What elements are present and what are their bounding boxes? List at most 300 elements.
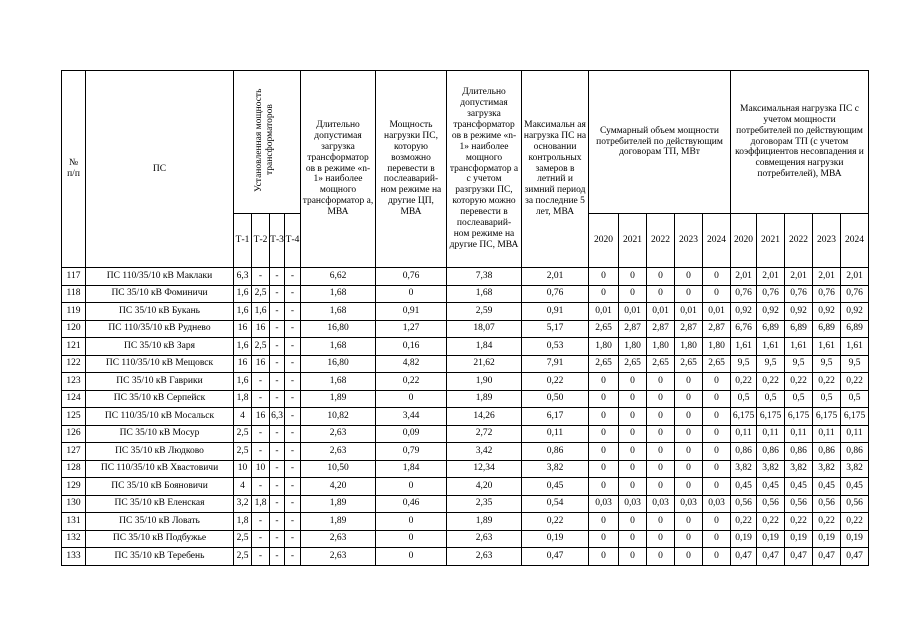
row-sum-volume: 0: [619, 373, 647, 391]
row-t4: -: [285, 530, 301, 548]
header-sv-year: 2024: [703, 214, 731, 268]
row-t1: 16: [234, 355, 252, 373]
table-row: [62, 268, 869, 286]
table-row: [62, 513, 869, 531]
row-long-load: 6,62: [301, 268, 376, 286]
row-sum-volume: 0: [675, 513, 703, 531]
row-sum-volume: 0: [703, 443, 731, 461]
header-t4: Т-4: [285, 214, 301, 268]
row-max-load-contracts: 0,22: [841, 373, 869, 391]
row-t3: -: [270, 478, 285, 496]
row-max-load-contracts: 0,22: [731, 513, 757, 531]
row-t2: -: [252, 390, 270, 408]
row-sum-volume: 0: [589, 373, 619, 391]
row-sum-volume: 0: [703, 530, 731, 548]
row-max-load-contracts: 0,45: [731, 478, 757, 496]
row-max-load-contracts: 0,5: [813, 390, 841, 408]
row-sum-volume: 0: [619, 268, 647, 286]
row-max-load-contracts: 2,01: [785, 268, 813, 286]
row-sum-volume: 0,03: [619, 495, 647, 513]
row-t1: 2,5: [234, 530, 252, 548]
row-sum-volume: 0: [589, 408, 619, 426]
row-t2: 2,5: [252, 285, 270, 303]
row-ps-name: ПС 35/10 кВ Заря: [86, 338, 234, 356]
row-ps-name: ПС 35/10 кВ Бояновичи: [86, 478, 234, 496]
row-max-load-contracts: 0,86: [813, 443, 841, 461]
row-t1: 1,8: [234, 390, 252, 408]
row-sum-volume: 0: [589, 268, 619, 286]
row-num: 124: [62, 390, 86, 408]
row-ps-name: ПС 110/35/10 кВ Мосальск: [86, 408, 234, 426]
row-sum-volume: 0: [647, 373, 675, 391]
row-max-load-contracts: 0,47: [841, 548, 869, 566]
row-ps-name: ПС 35/10 кВ Мосур: [86, 425, 234, 443]
row-sum-volume: 0,01: [703, 303, 731, 321]
row-t3: -: [270, 355, 285, 373]
header-installed-capacity: Установленная мощность трансформаторов: [234, 71, 301, 214]
row-t2: -: [252, 425, 270, 443]
row-sum-volume: 2,87: [619, 320, 647, 338]
row-sum-volume: 0: [589, 425, 619, 443]
row-long-load: 1,89: [301, 513, 376, 531]
row-sum-volume: 0: [647, 408, 675, 426]
row-max-load-contracts: 0,5: [785, 390, 813, 408]
row-max-load-contracts: 0,56: [757, 495, 785, 513]
row-t3: -: [270, 268, 285, 286]
row-max-load-contracts: 0,22: [731, 373, 757, 391]
row-sum-volume: 0,01: [647, 303, 675, 321]
row-num: 132: [62, 530, 86, 548]
row-long-load-unload: 21,62: [447, 355, 522, 373]
header-sv-year: 2020: [589, 214, 619, 268]
row-long-load: 1,68: [301, 338, 376, 356]
row-t4: -: [285, 478, 301, 496]
row-sum-volume: 0: [703, 285, 731, 303]
row-sum-volume: 0: [675, 268, 703, 286]
row-long-load-unload: 12,34: [447, 460, 522, 478]
row-transfer: 4,82: [376, 355, 447, 373]
row-sum-volume: 0,03: [675, 495, 703, 513]
row-sum-volume: 0,01: [619, 303, 647, 321]
row-t4: -: [285, 513, 301, 531]
table-row: [62, 443, 869, 461]
row-num: 125: [62, 408, 86, 426]
row-ps-name: ПС 35/10 кВ Букань: [86, 303, 234, 321]
row-sum-volume: 0: [647, 478, 675, 496]
row-max-load: 0,91: [522, 303, 589, 321]
row-sum-volume: 0: [589, 478, 619, 496]
row-long-load-unload: 2,35: [447, 495, 522, 513]
row-max-load-contracts: 0,47: [757, 548, 785, 566]
row-t4: -: [285, 320, 301, 338]
row-long-load: 4,20: [301, 478, 376, 496]
row-long-load-unload: 1,89: [447, 513, 522, 531]
row-max-load-contracts: 0,86: [785, 443, 813, 461]
row-max-load-contracts: 0,86: [841, 443, 869, 461]
row-transfer: 0,09: [376, 425, 447, 443]
row-max-load: 0,22: [522, 373, 589, 391]
row-max-load-contracts: 0,45: [757, 478, 785, 496]
row-t1: 1,6: [234, 285, 252, 303]
row-max-load-contracts: 1,61: [841, 338, 869, 356]
row-max-load-contracts: 0,5: [731, 390, 757, 408]
row-ps-name: ПС 35/10 кВ Серпейск: [86, 390, 234, 408]
row-ps-name: ПС 35/10 кВ Фоминичи: [86, 285, 234, 303]
row-t2: 2,5: [252, 338, 270, 356]
header-t3: Т-3: [270, 214, 285, 268]
row-sum-volume: 0: [619, 513, 647, 531]
row-long-load: 2,63: [301, 443, 376, 461]
row-num: 121: [62, 338, 86, 356]
row-max-load-contracts: 0,76: [757, 285, 785, 303]
table-row: [62, 530, 869, 548]
row-max-load: 0,86: [522, 443, 589, 461]
header-max-load: Максимальн ая нагрузка ПС на основании контрольных замеров в летний и зимний период за последние 5 лет, МВА: [522, 71, 589, 268]
row-max-load-contracts: 0,45: [813, 478, 841, 496]
row-long-load-unload: 3,42: [447, 443, 522, 461]
row-max-load-contracts: 0,92: [841, 303, 869, 321]
row-ps-name: ПС 35/10 кВ Людково: [86, 443, 234, 461]
row-sum-volume: 0: [647, 530, 675, 548]
row-max-load-contracts: 2,01: [731, 268, 757, 286]
row-sum-volume: 0: [589, 513, 619, 531]
row-sum-volume: 0: [703, 373, 731, 391]
row-max-load-contracts: 0,86: [731, 443, 757, 461]
row-sum-volume: 0: [675, 408, 703, 426]
row-sum-volume: 2,65: [619, 355, 647, 373]
row-max-load-contracts: 9,5: [841, 355, 869, 373]
row-max-load: 0,54: [522, 495, 589, 513]
row-max-load-contracts: 0,76: [731, 285, 757, 303]
row-transfer: 0,22: [376, 373, 447, 391]
row-max-load-contracts: 0,92: [731, 303, 757, 321]
row-sum-volume: 0: [647, 443, 675, 461]
row-max-load-contracts: 0,76: [813, 285, 841, 303]
row-num: 119: [62, 303, 86, 321]
row-sum-volume: 0: [675, 530, 703, 548]
row-long-load: 16,80: [301, 320, 376, 338]
row-max-load-contracts: 0,22: [785, 513, 813, 531]
row-t4: -: [285, 373, 301, 391]
row-max-load-contracts: 0,22: [757, 373, 785, 391]
row-t4: -: [285, 495, 301, 513]
row-max-load-contracts: 0,5: [757, 390, 785, 408]
row-max-load-contracts: 0,19: [731, 530, 757, 548]
row-max-load-contracts: 0,11: [813, 425, 841, 443]
row-sum-volume: 2,87: [647, 320, 675, 338]
table-row: [62, 425, 869, 443]
row-max-load-contracts: 6,175: [813, 408, 841, 426]
header-transfer: Мощность нагрузки ПС, которую возможно перевести в послеаварий- ном режиме на другие ЦП, МВА: [376, 71, 447, 268]
row-t3: -: [270, 320, 285, 338]
row-transfer: 0,46: [376, 495, 447, 513]
row-ps-name: ПС 110/35/10 кВ Маклаки: [86, 268, 234, 286]
row-transfer: 0: [376, 390, 447, 408]
row-sum-volume: 0: [589, 285, 619, 303]
header-ps: ПС: [86, 71, 234, 268]
row-t1: 2,5: [234, 443, 252, 461]
row-sum-volume: 0,03: [703, 495, 731, 513]
row-max-load-contracts: 3,82: [841, 460, 869, 478]
row-long-load: 16,80: [301, 355, 376, 373]
row-max-load-contracts: 1,61: [785, 338, 813, 356]
row-max-load-contracts: 2,01: [757, 268, 785, 286]
table-row: [62, 355, 869, 373]
row-transfer: 1,84: [376, 460, 447, 478]
row-t3: -: [270, 338, 285, 356]
row-max-load-contracts: 9,5: [813, 355, 841, 373]
row-sum-volume: 0: [675, 443, 703, 461]
row-max-load-contracts: 0,45: [841, 478, 869, 496]
row-t1: 1,6: [234, 338, 252, 356]
row-t3: -: [270, 373, 285, 391]
row-max-load: 6,17: [522, 408, 589, 426]
row-max-load: 0,47: [522, 548, 589, 566]
row-max-load-contracts: 0,22: [785, 373, 813, 391]
row-t4: -: [285, 460, 301, 478]
row-sum-volume: 2,65: [589, 355, 619, 373]
row-max-load: 0,53: [522, 338, 589, 356]
row-t3: -: [270, 285, 285, 303]
row-max-load-contracts: 2,01: [813, 268, 841, 286]
row-ps-name: ПС 110/35/10 кВ Руднево: [86, 320, 234, 338]
row-num: 123: [62, 373, 86, 391]
row-num: 129: [62, 478, 86, 496]
row-max-load-contracts: 3,82: [757, 460, 785, 478]
table-row: [62, 495, 869, 513]
row-sum-volume: 0: [619, 478, 647, 496]
row-long-load-unload: 1,84: [447, 338, 522, 356]
row-t3: -: [270, 390, 285, 408]
row-sum-volume: 1,80: [647, 338, 675, 356]
row-max-load-contracts: 0,22: [841, 513, 869, 531]
row-max-load-contracts: 6,89: [757, 320, 785, 338]
header-long-load: Длительно допустимая загрузка трансформатор ов в режиме «n-1» наиболее мощного трансформатор а, МВА: [301, 71, 376, 268]
row-sum-volume: 1,80: [589, 338, 619, 356]
table-row: [62, 390, 869, 408]
header-sv-year: 2021: [619, 214, 647, 268]
row-num: 120: [62, 320, 86, 338]
row-max-load: 0,76: [522, 285, 589, 303]
row-transfer: 0: [376, 285, 447, 303]
header-sv-year: 2022: [647, 214, 675, 268]
row-t1: 16: [234, 320, 252, 338]
row-transfer: 1,27: [376, 320, 447, 338]
header-t2: Т-2: [252, 214, 270, 268]
row-t2: -: [252, 530, 270, 548]
row-max-load-contracts: 0,47: [731, 548, 757, 566]
header-max-load-contracts: Максимальная нагрузка ПС с учетом мощности потребителей по действующим договорам ТП (с учетом коэффициентов несовпадения и совмещения нагрузки потребителей), МВА: [731, 71, 869, 214]
row-t1: 2,5: [234, 425, 252, 443]
row-max-load-contracts: 9,5: [785, 355, 813, 373]
row-long-load: 1,89: [301, 495, 376, 513]
row-max-load-contracts: 1,61: [757, 338, 785, 356]
row-ps-name: ПС 35/10 кВ Еленская: [86, 495, 234, 513]
row-t2: 16: [252, 408, 270, 426]
row-t1: 1,6: [234, 373, 252, 391]
row-sum-volume: 0,03: [647, 495, 675, 513]
row-transfer: 0,79: [376, 443, 447, 461]
row-max-load-contracts: 0,11: [757, 425, 785, 443]
row-sum-volume: 0: [647, 285, 675, 303]
table-body: [62, 268, 869, 566]
row-t1: 10: [234, 460, 252, 478]
row-max-load: 0,45: [522, 478, 589, 496]
row-sum-volume: 2,87: [675, 320, 703, 338]
row-sum-volume: 0: [589, 390, 619, 408]
row-num: 131: [62, 513, 86, 531]
row-max-load-contracts: 0,76: [841, 285, 869, 303]
row-max-load-contracts: 0,11: [731, 425, 757, 443]
row-sum-volume: 0: [647, 548, 675, 566]
row-t2: 1,6: [252, 303, 270, 321]
header-mc-year: 2023: [813, 214, 841, 268]
header-mc-year: 2024: [841, 214, 869, 268]
row-max-load-contracts: 3,82: [785, 460, 813, 478]
row-ps-name: ПС 35/10 кВ Гаврики: [86, 373, 234, 391]
table-row: [62, 478, 869, 496]
row-t4: -: [285, 408, 301, 426]
row-sum-volume: 0: [703, 390, 731, 408]
row-t2: -: [252, 513, 270, 531]
row-sum-volume: 0,03: [589, 495, 619, 513]
row-long-load-unload: 7,38: [447, 268, 522, 286]
table-row: [62, 303, 869, 321]
row-max-load: 0,22: [522, 513, 589, 531]
row-sum-volume: 0: [703, 268, 731, 286]
row-t2: 16: [252, 355, 270, 373]
row-long-load-unload: 2,63: [447, 548, 522, 566]
row-sum-volume: 0: [703, 425, 731, 443]
row-transfer: 3,44: [376, 408, 447, 426]
row-sum-volume: 2,87: [703, 320, 731, 338]
row-max-load: 0,19: [522, 530, 589, 548]
row-ps-name: ПС 35/10 кВ Подбужье: [86, 530, 234, 548]
row-sum-volume: 0: [647, 460, 675, 478]
row-max-load-contracts: 6,89: [813, 320, 841, 338]
row-long-load: 1,68: [301, 373, 376, 391]
row-num: 117: [62, 268, 86, 286]
row-sum-volume: 0: [675, 373, 703, 391]
header-long-load-unload: Длительно допустимая загрузка трансформатор ов в режиме «n-1» наиболее мощного трансформатор а с учетом разгрузки ПС, которую можно перевести в послеаварий- ном режиме на другие ПС, МВА: [447, 71, 522, 268]
row-t2: 1,8: [252, 495, 270, 513]
row-t2: -: [252, 548, 270, 566]
row-t1: 3,2: [234, 495, 252, 513]
row-long-load: 10,50: [301, 460, 376, 478]
header-mc-year: 2021: [757, 214, 785, 268]
row-max-load-contracts: 0,22: [757, 513, 785, 531]
row-num: 128: [62, 460, 86, 478]
row-sum-volume: 0: [619, 408, 647, 426]
row-sum-volume: 0: [619, 443, 647, 461]
row-sum-volume: 0: [675, 478, 703, 496]
row-max-load-contracts: 0,11: [841, 425, 869, 443]
row-max-load-contracts: 0,92: [757, 303, 785, 321]
table-row: [62, 408, 869, 426]
row-t2: -: [252, 268, 270, 286]
row-sum-volume: 0: [589, 548, 619, 566]
row-t2: -: [252, 373, 270, 391]
row-max-load-contracts: 0,19: [785, 530, 813, 548]
row-max-load-contracts: 0,76: [785, 285, 813, 303]
row-sum-volume: 0: [619, 425, 647, 443]
row-max-load-contracts: 0,45: [785, 478, 813, 496]
row-transfer: 0: [376, 478, 447, 496]
row-num: 122: [62, 355, 86, 373]
table-row: [62, 285, 869, 303]
row-sum-volume: 2,65: [589, 320, 619, 338]
row-transfer: 0: [376, 513, 447, 531]
substation-table: [61, 70, 869, 566]
row-transfer: 0,76: [376, 268, 447, 286]
row-t4: -: [285, 390, 301, 408]
row-transfer: 0: [376, 548, 447, 566]
row-max-load-contracts: 0,56: [841, 495, 869, 513]
row-t4: -: [285, 285, 301, 303]
row-max-load-contracts: 0,5: [841, 390, 869, 408]
row-t3: -: [270, 460, 285, 478]
row-sum-volume: 0: [703, 478, 731, 496]
row-sum-volume: 2,65: [675, 355, 703, 373]
row-max-load-contracts: 6,175: [731, 408, 757, 426]
row-t3: -: [270, 303, 285, 321]
row-sum-volume: 0: [619, 390, 647, 408]
row-long-load-unload: 1,90: [447, 373, 522, 391]
row-t1: 6,3: [234, 268, 252, 286]
row-max-load: 5,17: [522, 320, 589, 338]
row-max-load-contracts: 1,61: [813, 338, 841, 356]
row-sum-volume: 0: [647, 268, 675, 286]
row-max-load: 2,01: [522, 268, 589, 286]
row-t1: 1,6: [234, 303, 252, 321]
row-sum-volume: 2,65: [703, 355, 731, 373]
row-sum-volume: 0: [703, 408, 731, 426]
row-max-load-contracts: 0,56: [731, 495, 757, 513]
table-row: [62, 373, 869, 391]
row-long-load: 2,63: [301, 530, 376, 548]
row-ps-name: ПС 35/10 кВ Теребень: [86, 548, 234, 566]
table-row: [62, 460, 869, 478]
row-max-load-contracts: 0,19: [757, 530, 785, 548]
row-sum-volume: 1,80: [619, 338, 647, 356]
row-max-load-contracts: 0,22: [813, 373, 841, 391]
row-sum-volume: 0: [619, 530, 647, 548]
row-num: 127: [62, 443, 86, 461]
table-row: [62, 320, 869, 338]
row-t2: -: [252, 478, 270, 496]
row-long-load: 1,68: [301, 303, 376, 321]
row-transfer: 0,91: [376, 303, 447, 321]
header-t1: Т-1: [234, 214, 252, 268]
row-max-load-contracts: 9,5: [757, 355, 785, 373]
row-max-load-contracts: 1,61: [731, 338, 757, 356]
row-t1: 2,5: [234, 548, 252, 566]
row-long-load-unload: 2,59: [447, 303, 522, 321]
row-long-load-unload: 14,26: [447, 408, 522, 426]
row-max-load: 0,50: [522, 390, 589, 408]
row-t4: -: [285, 355, 301, 373]
row-long-load: 2,63: [301, 425, 376, 443]
row-long-load: 1,68: [301, 285, 376, 303]
row-max-load: 3,82: [522, 460, 589, 478]
row-max-load-contracts: 0,56: [813, 495, 841, 513]
row-long-load-unload: 1,68: [447, 285, 522, 303]
row-sum-volume: 0: [589, 530, 619, 548]
row-sum-volume: 0: [589, 443, 619, 461]
row-sum-volume: 0: [703, 460, 731, 478]
row-max-load-contracts: 6,175: [785, 408, 813, 426]
header-mc-year: 2022: [785, 214, 813, 268]
